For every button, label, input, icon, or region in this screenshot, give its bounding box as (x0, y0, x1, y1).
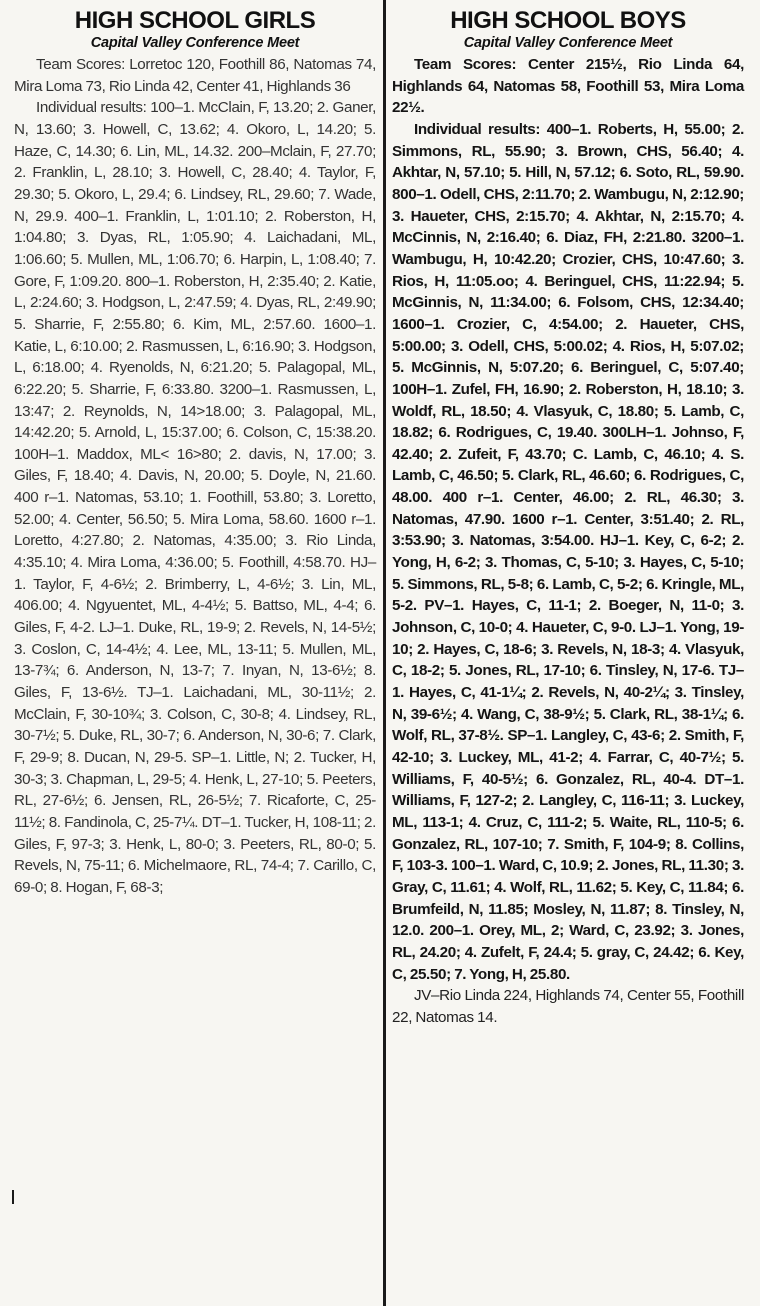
girls-column (14, 0, 376, 899)
column-divider (383, 0, 386, 1306)
boys-heading: HIGH SCHOOL BOYS (450, 7, 686, 34)
boys-column (392, 0, 744, 1029)
boys-team-scores: Team Scores: Center 215½, Rio Linda 64, Highlands 64, Natomas 58, Foothill 53, Mira Loma 22½. (392, 56, 744, 117)
boys-individual-results: Individual results: 400–1. Roberts, H, 55.00; 2. Simmons, RL, 55.90; 3. Brown, CHS, 56.40; 4. Akhtar, N, 57.10; 5. Hill, N, 57.12; 6. Soto, RL, 59.90. 800–1. Odell, CHS, 2:11.70; 2. Wambugu, N, 2:12.90; 3. Haueter, CHS, 2:15.70; 4. Akhtar, N, 2:15.70; 4. McCinnis, N, 2:16.40; 6. Diaz, FH, 2:21.80. 3200–1. Wambugu, H, 10:42.20; Crozier, CHS, 10:47.60; 3. Rios, H, 11:05.oo; 4. Beringuel, CHS, 11:22.94; 5. McGinnis, N, 11:34.00; 6. Folsom, CHS, 12:34.40; 1600–1. Crozier, C, 4:54.00; 2. Haueter, CHS, 5:00.00; 3. Odell, CHS, 5:00.02; 4. Rios, H, 5:07.02; 5. McGinnis, N, 5:07.20; 6. Beringuel, C, 5:07.40; 100H–1. Zufel, FH, 16.90; 2. Roberston, H, 18.10; 3. Woldf, RL, 18.50; 4. Vlasyuk, C, 18.80; 5. Lamb, C, 18.82; 6. Rodrigues, C, 19.40. 300LH–1. Johnso, F, 42.40; 2. Zufeit, F, 43.70; C. Lamb, C, 46.10; 4. S. Lamb, C, 46.50; 5. Clark, RL, 46.60; 6. Rodrigues, C, 48.00. 400 r–1. Center, 46.00; 2. RL, 46.30; 3. Natomas, 47.90. 1600 r–1. Center, 3:51.40; 2. RL, 3:53.90; 3. Natomas, 3:54.00. HJ–1. Key, C, 6-2; 2. Yong, H, 6-2; 3. Thomas, C, 5-10; 3. Hayes, C, 5-10; 5. Simmons, RL, 5-8; 6. Lamb, C, 5-2; 6. Kringle, ML, 5-2. PV–1. Hayes, C, 11-1; 2. Boeger, N, 11-0; 3. Johnson, C, 10-0; 4. Haueter, C, 9-0. LJ–1. Yong, 19-10; 2. Hayes, C, 18-6; 3. Revels, N, 18-3; 4. Vlasyuk, C, 18-2; 5. Jones, RL, 17-10; 6. Tinsley, N, 17-6. TJ–1. Hayes, C, 41-1¼; 2. Revels, N, 40-2¼; 3. Tinsley, N, 39-6½; 4. Wang, C, 38-9½; 5. Clark, RL, 38-1¼; 6. Wolf, RL, 37-8½. SP–1. Langley, C, 43-6; 2. Smith, F, 42-10; 3. Luckey, ML, 41-2; 4. Farrar, C, 40-7½; 5. Williams, F, 40-5½; 6. Gonzalez, RL, 40-4. DT–1. Williams, F, 127-2; 2. Langley, C, 116-11; 3. Luckey, ML, 113-1; 4. Cruz, C, 111-2; 5. Waite, RL, 110-5; 6. Gonzalez, RL, 107-10; 7. Smith, F, 104-9; 8. Collins, F, 103-3. 100–1. Ward, C, 10.9; 2. Jones, RL, 11.30; 3. Gray, C, 11.61; 4. Wolf, RL, 11.62; 5. Key, C, 11.84; 6. Brumfeild, N, 11.85; Mosley, N, 11.87; 8. Tinsley, N, 12.0. 200–1. Orey, ML, 2; Ward, C, 23.92; 3. Jones, RL, 24.20; 4. Zufelt, F, 24.4; 5. gray, C, 24.42; 6. Key, C, 25.50; 7. Yong, H, 25.80. (392, 120, 744, 983)
boys-subheading: Capital Valley Conference Meet (463, 35, 673, 51)
girls-team-scores: Team Scores: Lorretoc 120, Foothill 86, Natomas 74, Mira Loma 73, Rio Linda 42, Center 41, Highlands 36 (14, 56, 376, 95)
boys-jv-scores: JV–Rio Linda 224, Highlands 74, Center 55, Foothill 22, Natomas 14. (392, 987, 744, 1026)
girls-heading: HIGH SCHOOL GIRLS (74, 7, 316, 34)
girls-individual-results: Individual results: 100–1. McClain, F, 13.20; 2. Ganer, N, 13.60; 3. Howell, C, 13.62; 4. Okoro, L, 14.20; 5. Haze, C, 14.30; 6. Lin, ML, 14.32. 200–Mclain, F, 27.70; 2. Franklin, L, 28.10; 3. Howell, C, 28.40; 4. Taylor, F, 29.30; 5. Okoro, L, 29.4; 6. Lindsey, RL, 29.60; 7. Wade, N, 29.9. 400–1. Franklin, L, 1:01.10; 2. Roberston, H, 1:04.80; 3. Dyas, RL, 1:05.90; 4. Laichadani, ML, 1:06.60; 5. Mullen, ML, 1:06.70; 6. Harpin, L, 1:08.40; 7. Gore, F, 1:09.20. 800–1. Roberston, H, 2:35.40; 2. Katie, L, 2:24.60; 3. Hodgson, L, 2:47.59; 4. Dyas, RL, 2:49.90; 5. Sharrie, F, 2:55.80; 6. Kim, ML, 2:57.60. 1600–1. Katie, L, 6:10.00; 2. Rasmussen, L, 6:16.90; 3. Hodgson, L, 6:18.00; 4. Ryenolds, N, 6:21.20; 5. Palagopal, ML, 6:22.20; 5. Sharrie, F, 6:33.80. 3200–1. Rasmussen, L, 13:47; 2. Reynolds, N, 14>18.00; 3. Palagopal, ML, 14:42.20; 5. Arnold, L, 15:37.00; 6. Colson, C, 15:38.20. 100H–1. Maddox, ML< 16>80; 2. davis, N, 17.00; 3. Giles, F, 18.40; 4. Davis, N, 20.00; 5. Doyle, N, 21.60. 400 r–1. Natomas, 53.10; 1. Foothill, 53.80; 3. Loretto, 52.00; 4. Center, 56.50; 5. Mira Loma, 58.60. 1600 r–1. Loretto, 4:27.80; 2. Natomas, 4:35.00; 3. Rio Linda, 4:35.10; 4. Mira Loma, 4:36.00; 5. Foothill, 4:58.70. HJ–1. Taylor, F, 4-6½; 2. Brimberry, L, 4-6½; 3. Lin, ML, 406.00; 4. Ngyuentet, ML, 4-4½; 5. Battso, ML, 4-4; 6. Giles, F, 4-2. LJ–1. Duke, RL, 19-9; 2. Revels, N, 14-5½; 3. Coslon, C, 14-4½; 4. Lee, ML, 13-11; 5. Mullen, ML, 13-7¾; 6. Anderson, N, 13-7; 7. Inyan, N, 13-6½; 8. Giles, F, 13-6½. TJ–1. Laichadani, ML, 30-11½; 2. McClain, F, 30-10¾; 3. Colson, C, 30-8; 4. Lindsey, RL, 30-7½; 5. Duke, RL, 30-7; 6. Anderson, N, 30-6; 7. Clark, F, 29-9; 8. Ducan, N, 29-5. SP–1. Little, N; 2. Tucker, H, 30-3; 3. Chapman, L, 29-5; 4. Henk, L, 27-10; 5. Peeters, RL, 27-6½; 6. Jensen, RL, 26-5½; 7. Ricaforte, C, 25-11½; 8. Fandinola, C, 25-7¼. DT–1. Tucker, H, 108-11; 2. Giles, F, 97-3; 3. Henk, L, 80-0; 3. Peeters, RL, 80-0; 5. Revels, N, 75-11; 6. Michelmaore, RL, 74-4; 7. Carillo, C, 69-0; 8. Hogan, F, 68-3; (14, 99, 376, 896)
left-margin-mark (12, 1190, 14, 1204)
girls-subheading: Capital Valley Conference Meet (90, 35, 300, 51)
